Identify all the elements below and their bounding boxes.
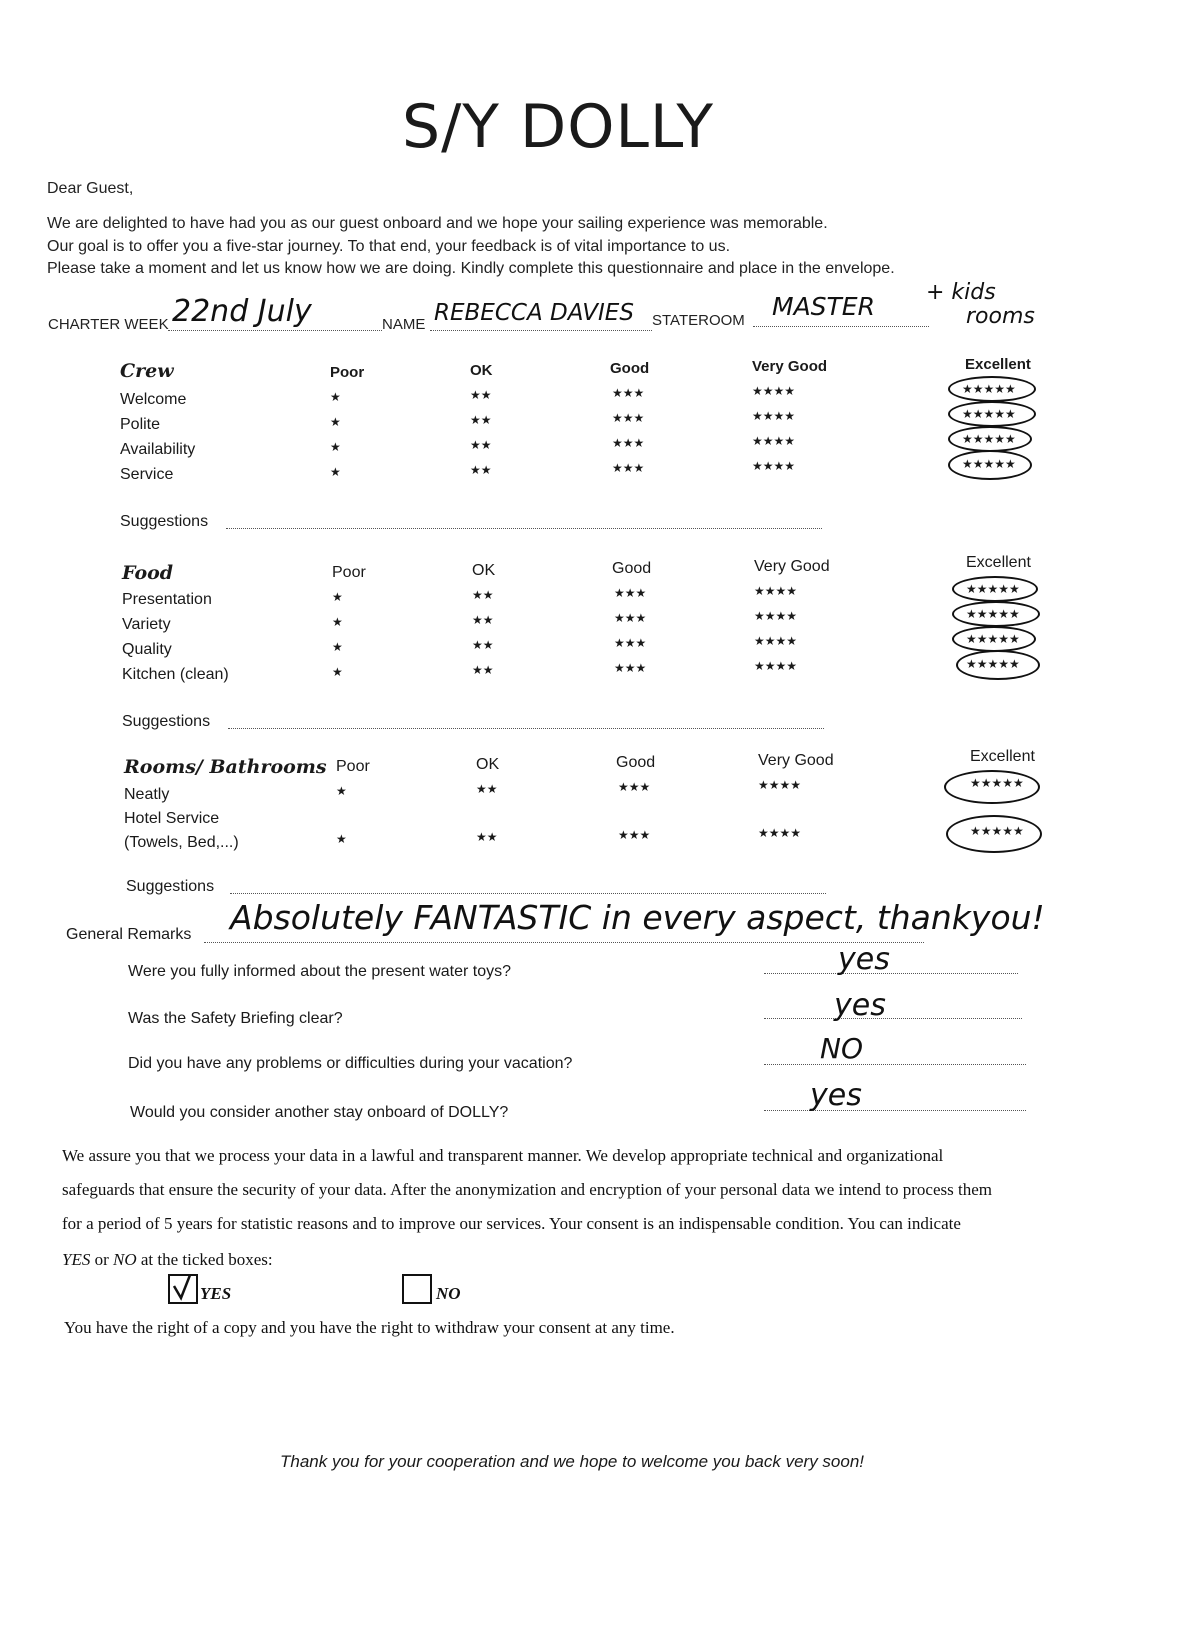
stateroom-extra-1: + kids [926, 280, 996, 305]
rooms-hotel-poor[interactable]: ★ [336, 832, 347, 846]
crew-polite-very-good[interactable]: ★★★★ [752, 409, 796, 423]
food-presentation-poor[interactable]: ★ [332, 590, 343, 604]
rooms-col-good: Good [616, 754, 656, 771]
crew-service-ok[interactable]: ★★ [470, 463, 492, 477]
food-kitchen-good[interactable]: ★★★ [614, 661, 647, 675]
rooms-neatly-circle-mark [944, 770, 1040, 804]
crew-polite-excellent[interactable]: ★★★★★ [962, 407, 1016, 421]
consent-line-2: safeguards that ensure the security of your data. After the anonymization and encryption of your personal data we intend to process them [62, 1180, 992, 1199]
food-presentation-ok[interactable]: ★★ [472, 588, 494, 602]
rooms-suggestions-field[interactable] [230, 893, 826, 894]
rooms-hotel-circle-mark [946, 815, 1042, 853]
food-presentation-good[interactable]: ★★★ [614, 586, 647, 600]
crew-availability-circle-mark [948, 426, 1032, 452]
food-kitchen-poor[interactable]: ★ [332, 665, 343, 679]
question-safety-briefing: Was the Safety Briefing clear? [128, 1010, 343, 1027]
food-kitchen-excellent[interactable]: ★★★★★ [966, 657, 1020, 671]
food-col-excellent: Excellent [966, 554, 1031, 571]
crew-service-poor[interactable]: ★ [330, 465, 341, 479]
rooms-neatly-excellent[interactable]: ★★★★★ [970, 776, 1024, 790]
answer-water-toys[interactable]: yes [838, 942, 890, 977]
food-suggestions-label: Suggestions [122, 713, 211, 730]
food-presentation-circle-mark [952, 576, 1038, 602]
consent-no-label: NO [436, 1284, 461, 1303]
crew-availability-poor[interactable]: ★ [330, 440, 341, 454]
food-variety-very-good[interactable]: ★★★★ [754, 609, 798, 623]
food-variety-good[interactable]: ★★★ [614, 611, 647, 625]
food-col-ok: OK [472, 562, 496, 579]
consent-yes-checkbox[interactable] [168, 1274, 198, 1304]
general-remarks-line [204, 942, 924, 943]
crew-availability-good[interactable]: ★★★ [612, 436, 645, 450]
rooms-suggestions-label: Suggestions [126, 878, 215, 895]
crew-service-very-good[interactable]: ★★★★ [752, 459, 796, 473]
crew-welcome-circle-mark [948, 376, 1036, 402]
answer-line-safety-briefing [764, 1018, 1022, 1019]
crew-row-polite: Polite [120, 416, 161, 433]
rooms-neatly-poor[interactable]: ★ [336, 784, 347, 798]
rooms-hotel-ok[interactable]: ★★ [476, 830, 498, 844]
rooms-hotel-very-good[interactable]: ★★★★ [758, 826, 802, 840]
name-line [430, 330, 652, 331]
food-kitchen-ok[interactable]: ★★ [472, 663, 494, 677]
food-col-good: Good [612, 560, 652, 577]
answer-line-another-stay [764, 1110, 1026, 1111]
closing-thanks: Thank you for your cooperation and we hope to welcome you back very soon! [280, 1452, 865, 1471]
rooms-hotel-excellent[interactable]: ★★★★★ [970, 824, 1024, 838]
food-quality-ok[interactable]: ★★ [472, 638, 494, 652]
crew-welcome-good[interactable]: ★★★ [612, 386, 645, 400]
stateroom-extra-2: rooms [966, 304, 1035, 329]
general-remarks-field[interactable]: Absolutely FANTASTIC in every aspect, thankyou! [230, 898, 1045, 937]
food-variety-ok[interactable]: ★★ [472, 613, 494, 627]
food-presentation-excellent[interactable]: ★★★★★ [966, 582, 1020, 596]
crew-polite-ok[interactable]: ★★ [470, 413, 492, 427]
rooms-row-neatly: Neatly [124, 786, 170, 803]
charter-week-line [168, 330, 382, 331]
food-row-kitchen: Kitchen (clean) [122, 666, 229, 683]
rooms-col-poor: Poor [336, 758, 370, 775]
page-title: S/Y DOLLY [402, 92, 714, 162]
rooms-row-hotel-service-detail: (Towels, Bed,...) [124, 834, 239, 851]
food-presentation-very-good[interactable]: ★★★★ [754, 584, 798, 598]
check-mark-icon [170, 1276, 196, 1302]
crew-suggestions-label: Suggestions [120, 513, 209, 530]
food-suggestions-field[interactable] [228, 728, 824, 729]
consent-line-4: YES or NO at the ticked boxes: [62, 1250, 273, 1269]
consent-line-1: We assure you that we process your data in a lawful and transparent manner. We develop appropriate technical and organizational [62, 1146, 944, 1165]
rooms-col-very-good: Very Good [758, 752, 834, 769]
stateroom-field[interactable]: MASTER [772, 292, 875, 321]
rooms-neatly-ok[interactable]: ★★ [476, 782, 498, 796]
food-col-very-good: Very Good [754, 558, 830, 575]
consent-no-checkbox[interactable] [402, 1274, 432, 1304]
answer-line-water-toys [764, 973, 1018, 974]
food-variety-circle-mark [952, 601, 1040, 627]
food-kitchen-circle-mark [956, 650, 1040, 680]
food-variety-excellent[interactable]: ★★★★★ [966, 607, 1020, 621]
answer-another-stay[interactable]: yes [810, 1078, 862, 1113]
crew-welcome-excellent[interactable]: ★★★★★ [962, 382, 1016, 396]
food-row-variety: Variety [122, 616, 171, 633]
crew-welcome-ok[interactable]: ★★ [470, 388, 492, 402]
rooms-neatly-very-good[interactable]: ★★★★ [758, 778, 802, 792]
rooms-col-ok: OK [476, 756, 500, 773]
charter-week-field[interactable]: 22nd July [172, 294, 312, 329]
charter-week-label: CHARTER WEEK [48, 316, 169, 333]
crew-col-ok: OK [470, 362, 493, 379]
rooms-neatly-good[interactable]: ★★★ [618, 780, 651, 794]
consent-withdraw-text: You have the right of a copy and you have the right to withdraw your consent at any time. [64, 1318, 675, 1337]
food-quality-circle-mark [952, 626, 1036, 652]
food-quality-very-good[interactable]: ★★★★ [754, 634, 798, 648]
crew-row-welcome: Welcome [120, 391, 187, 408]
food-quality-good[interactable]: ★★★ [614, 636, 647, 650]
food-kitchen-very-good[interactable]: ★★★★ [754, 659, 798, 673]
crew-welcome-very-good[interactable]: ★★★★ [752, 384, 796, 398]
food-variety-poor[interactable]: ★ [332, 615, 343, 629]
intro-line-2: Our goal is to offer you a five-star journey. To that end, your feedback is of vital importance to us. [47, 238, 731, 255]
question-water-toys: Were you fully informed about the present water toys? [128, 963, 512, 980]
crew-service-good[interactable]: ★★★ [612, 461, 645, 475]
answer-line-problems [764, 1064, 1026, 1065]
food-quality-poor[interactable]: ★ [332, 640, 343, 654]
intro-line-1: We are delighted to have had you as our guest onboard and we hope your sailing experience was memorable. [47, 215, 828, 232]
rooms-title: Rooms/ Bathrooms [124, 756, 327, 778]
food-row-quality: Quality [122, 641, 172, 658]
crew-col-good: Good [610, 360, 650, 377]
crew-title: Crew [120, 360, 174, 382]
crew-availability-ok[interactable]: ★★ [470, 438, 492, 452]
name-field[interactable]: REBECCA DAVIES [434, 300, 634, 326]
question-problems: Did you have any problems or difficulties during your vacation? [128, 1055, 573, 1072]
answer-problems[interactable]: NO [820, 1032, 863, 1065]
salutation: Dear Guest, [47, 180, 134, 197]
question-another-stay: Would you consider another stay onboard of DOLLY? [130, 1104, 509, 1121]
name-label: NAME [382, 316, 426, 333]
food-col-poor: Poor [332, 564, 366, 581]
rooms-row-hotel-service: Hotel Service [124, 810, 220, 827]
crew-polite-poor[interactable]: ★ [330, 415, 341, 429]
stateroom-line [753, 326, 929, 327]
crew-row-availability: Availability [120, 441, 196, 458]
crew-col-excellent: Excellent [965, 356, 1031, 373]
rooms-hotel-good[interactable]: ★★★ [618, 828, 651, 842]
general-remarks-label: General Remarks [66, 926, 192, 943]
consent-yes-label: YES [200, 1284, 232, 1303]
food-row-presentation: Presentation [122, 591, 212, 608]
crew-suggestions-field[interactable] [226, 528, 822, 529]
crew-row-service: Service [120, 466, 174, 483]
stateroom-label: STATEROOM [652, 312, 745, 329]
food-title: Food [122, 562, 174, 584]
crew-availability-very-good[interactable]: ★★★★ [752, 434, 796, 448]
crew-col-poor: Poor [330, 364, 365, 381]
consent-line-3: for a period of 5 years for statistic reasons and to improve our services. Your consent is an indispensable condition. You can indicate [62, 1214, 961, 1233]
intro-line-3: Please take a moment and let us know how we are doing. Kindly complete this questionnaire and place in the envelope. [47, 260, 895, 277]
crew-service-circle-mark [948, 450, 1032, 480]
rooms-col-excellent: Excellent [970, 748, 1035, 765]
crew-availability-excellent[interactable]: ★★★★★ [962, 432, 1016, 446]
crew-polite-circle-mark [948, 401, 1036, 427]
answer-safety-briefing[interactable]: yes [834, 988, 886, 1023]
food-quality-excellent[interactable]: ★★★★★ [966, 632, 1020, 646]
crew-welcome-poor[interactable]: ★ [330, 390, 341, 404]
crew-col-very-good: Very Good [752, 358, 828, 375]
crew-service-excellent[interactable]: ★★★★★ [962, 457, 1016, 471]
crew-polite-good[interactable]: ★★★ [612, 411, 645, 425]
